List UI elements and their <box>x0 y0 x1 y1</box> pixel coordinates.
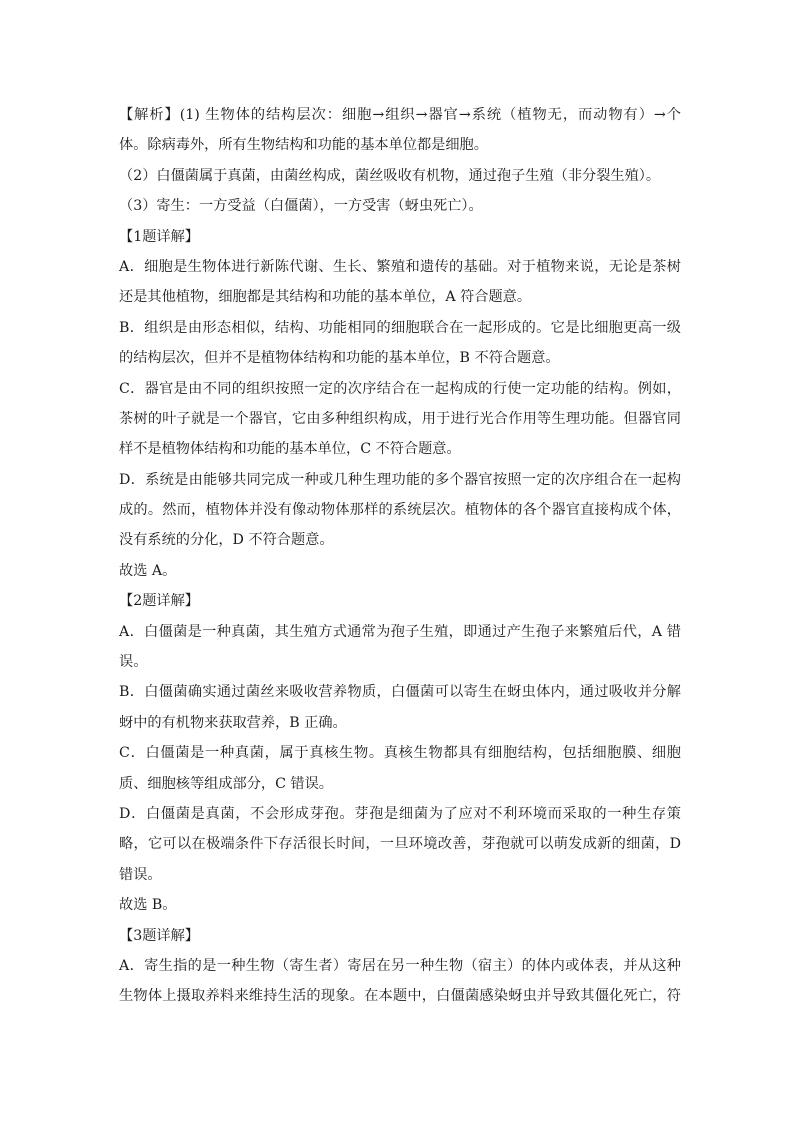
q1-option-b: B．组织是由形态相似，结构、功能相同的细胞联合在一起形成的。它是比细胞更高一级 <box>119 319 681 336</box>
q2-option-c: C．白僵菌是一种真菌，属于真核生物。真核生物都具有细胞结构，包括细胞膜、细胞 <box>119 745 681 762</box>
section-heading-q1: 【1题详解】 <box>119 228 199 245</box>
analysis-line: （3）寄生：一方受益（白僵菌），一方受害（蚜虫死亡）。 <box>119 198 483 215</box>
answer-explanation-page <box>119 100 681 1012</box>
q1-option-c: 样不是植物体结构和功能的基本单位，C 不符合题意。 <box>119 441 461 458</box>
analysis-line: 体。除病毒外，所有生物结构和功能的基本单位都是细胞。 <box>119 137 488 154</box>
q1-option-c: C．器官是由不同的组织按照一定的次序结合在一起构成的行使一定功能的结构。例如， <box>119 380 681 397</box>
q1-option-d: 成的。然而，植物体并没有像动物体那样的系统层次。植物体的各个器官直接构成个体， <box>119 502 681 519</box>
q2-option-b: B．白僵菌确实通过菌丝来吸收营养物质，白僵菌可以寄生在蚜虫体内，通过吸收并分解 <box>119 684 681 701</box>
section-heading-q2: 【2题详解】 <box>119 593 199 610</box>
q1-option-d: 没有系统的分化，D 不符合题意。 <box>119 532 334 549</box>
q1-answer: 故选 A。 <box>119 562 177 579</box>
q3-option-a: A．寄生指的是一种生物（寄生者）寄居在另一种生物（宿主）的体内或体表，并从这种 <box>119 957 681 974</box>
section-heading-q3: 【3题详解】 <box>119 927 199 944</box>
q2-option-d: 错误。 <box>119 866 162 883</box>
analysis-line: （2）白僵菌属于真菌，由菌丝构成，菌丝吸收有机物，通过孢子生殖（非分裂生殖）。 <box>119 167 661 184</box>
q2-answer: 故选 B。 <box>119 897 177 914</box>
q3-option-a: 生物体上摄取养料来维持生活的现象。在本题中，白僵菌感染蚜虫并导致其僵化死亡，符 <box>119 988 681 1005</box>
q1-option-b: 的结构层次，但并不是植物体结构和功能的基本单位，B 不符合题意。 <box>119 350 560 367</box>
q2-option-d: D．白僵菌是真菌，不会形成芽孢。芽孢是细菌为了应对不利环境而采取的一种生存策 <box>119 805 681 822</box>
q1-option-a: 还是其他植物，细胞都是其结构和功能的基本单位，A 符合题意。 <box>119 289 532 306</box>
q2-option-c: 质、细胞核等组成部分，C 错误。 <box>119 775 333 792</box>
q2-option-a: A．白僵菌是一种真菌，其生殖方式通常为孢子生殖，即通过产生孢子来繁殖后代，A 错 <box>119 623 681 640</box>
q2-option-b: 蚜中的有机物来获取营养，B 正确。 <box>119 714 347 731</box>
q2-option-a: 误。 <box>119 654 148 671</box>
q1-option-a: A．细胞是生物体进行新陈代谢、生长、繁殖和遗传的基础。对于植物来说，无论是茶树 <box>119 258 681 275</box>
q2-option-d: 略，它可以在极端条件下存活很长时间，一旦环境改善，芽孢就可以萌发成新的细菌，D <box>119 836 681 853</box>
q1-option-c: 茶树的叶子就是一个器官，它由多种组织构成，用于进行光合作用等生理功能。但器官同 <box>119 410 681 427</box>
q1-option-d: D．系统是由能够共同完成一种或几种生理功能的多个器官按照一定的次序组合在一起构 <box>119 471 681 488</box>
analysis-line: 【解析】(1) 生物体的结构层次：细胞→组织→器官→系统（植物无，而动物有）→个 <box>119 107 681 123</box>
